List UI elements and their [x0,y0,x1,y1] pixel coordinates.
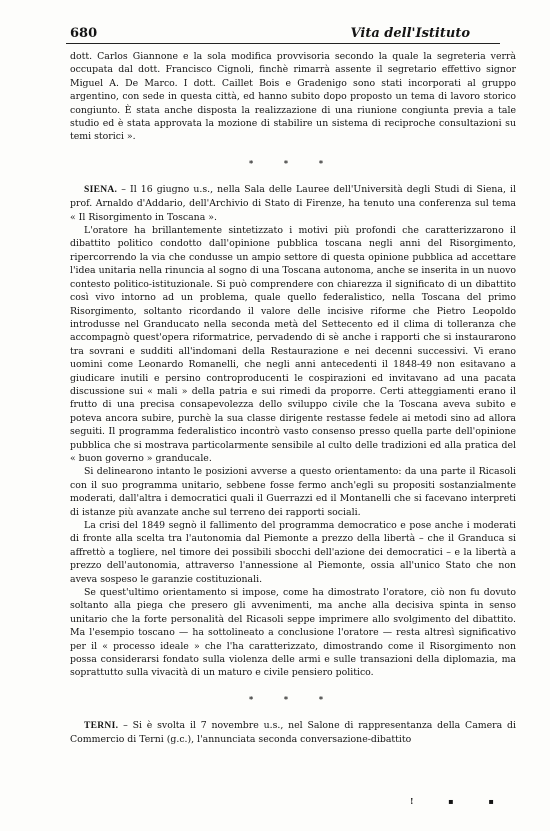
lead-terni: TERNI. [84,720,119,731]
paragraph-posizioni: Si delinearono intanto le posizioni avverse a questo orientamento: da una parte il Ricasoli con il suo programma unitario, sebbene fosse fermo anch'egli su propositi sostanzialmente moderati, dall'altra i democratici quali il Guerrazzi ed il Montanelli che si facevano interpreti di istanze più avanzate anche sul terreno dei rapporti sociali. [70,466,516,518]
siena-intro-text: – Il 16 giugno u.s., nella Sala delle Lauree dell'Università degli Studi di Siena, il prof. Arnaldo d'Addario, dell'Archivio di Stato di Firenze, ha tenuto una conferenza sul tema « Il Risorgimento in Toscana ». [70,183,516,223]
paragraph-crisi-1849: La crisi del 1849 segnò il fallimento del programma democratico e pose anche i moderati di fronte alla scelta tra l'autonomia dal Piemonte a prezzo della libertà – che il Granduca si affrettò a togliere, nel timore dei possibili sbocchi dell'azione dei democratici – e la libertà a prezzo dell'autonomia, attraverso l'annessione al Piemonte, ossia all'unico Stato che non aveva sospeso le garanzie costituzionali. [70,520,516,585]
print-marks: ! ▪ ▪ [410,796,510,806]
running-title: Vita dell'Istituto [350,26,470,41]
paragraph-oratore: L'oratore ha brillantemente sintetizzato i motivi più profondi che caratterizzarono il dibattito politico condotto dall'opinione pubblica toscana negli anni del Risorgimento, ripercorrendo la via che condusse un ampio settore di questa opinione pubblica ad accettare l'idea unitaria nella rinuncia al sogno di una Toscana autonoma, anche se inserita in un nuovo contesto politico-istituzionale. Si può comprendere con chiarezza il significato di un dibattito così vivo intorno ad un problema, quale quello federalistico, nella Toscana del primo Risorgimento, soltanto ricordando il valore delle incisive riforme che Pietro Leopoldo introdusse nel Granducato nella seconda metà del Settecento ed il clima di tolleranza che accompagnò quest'opera riformatrice, pervadendo di sè anche i rapporti che si instaurarono tra sovrani e sudditi all'indomani della Restaurazione e nei decenni successivi. Vi erano uomini come Leonardo Romanelli, che negli anni antecedenti il 1848-49 non esitavano a giudicare inutili e persino controproducenti le cospirazioni ed invitavano ad una pacata discussione sui « mali » della patria e sui rimedi da proporre. Certi atteggiamenti erano il frutto di una precisa consapevolezza dello sviluppo civile che la Toscana aveva subito e poteva ancora subire, purchè la sua classe dirigente restasse fedele ai metodi sino ad allora seguiti. Il programma federalistico incontrò vasto consenso presso quella parte dell'opinione pubblica che si mostrava particolarmente sensibile al culto delle tradizioni ed alla pratica del « buon governo » granducale. [70,225,516,464]
paragraph-terni [70,719,516,747]
section-separator-2: * * * [248,693,338,704]
lead-siena: SIENA. [84,184,118,195]
paragraph-argentina: dott. Carlos Giannone e la sola modifica provvisoria secondo la quale la segreteria verrà occupata dal dott. Francisco Cignoli, finchè rimarrà assente il segretario effettivo signor Miguel A. De Marco. I dott. Caillet Bois e Gradenigo sono stati incorporati al gruppo argentino, con sede in questa città, ed hanno subito dopo proposto un tema di lavoro storico congiunto. È stata anche disposta la realizzazione di una riunione congiunta previa a tale studio ed è stata approvata la mozione di stabilire un sistema di reciproche consultazioni su temi storici ». [70,51,516,143]
section-separator: * * * [248,157,338,168]
paragraph-siena-intro [70,183,516,224]
page-number: 680 [70,26,98,41]
paragraph-orientamento: Se quest'ultimo orientamento si impose, come ha dimostrato l'oratore, ciò non fu dovuto soltanto alla piega che presero gli avvenimenti, ma anche alla decisiva spinta in senso unitario che la forte personalità del Ricasoli seppe imprimere allo svolgimento del dibattito. Ma l'esempio toscano — ha sottolineato a conclusione l'oratore — resta altresì significativo per il « processo ideale » che l'ha caratterizzato, dimostrando come il Risorgimento non possa considerarsi fondato sulla violenza delle armi e sulle transazioni della diplomazia, ma soprattutto sulla vivacità di un maturo e civile pensiero politico. [70,587,516,679]
terni-text: – Si è svolta il 7 novembre u.s., nel Salone di rappresentanza della Camera di Commercio di Terni (g.c.), l'annunciata seconda conversazione-dibattito [70,719,516,746]
page-header [70,26,500,41]
header-rule [66,43,500,44]
